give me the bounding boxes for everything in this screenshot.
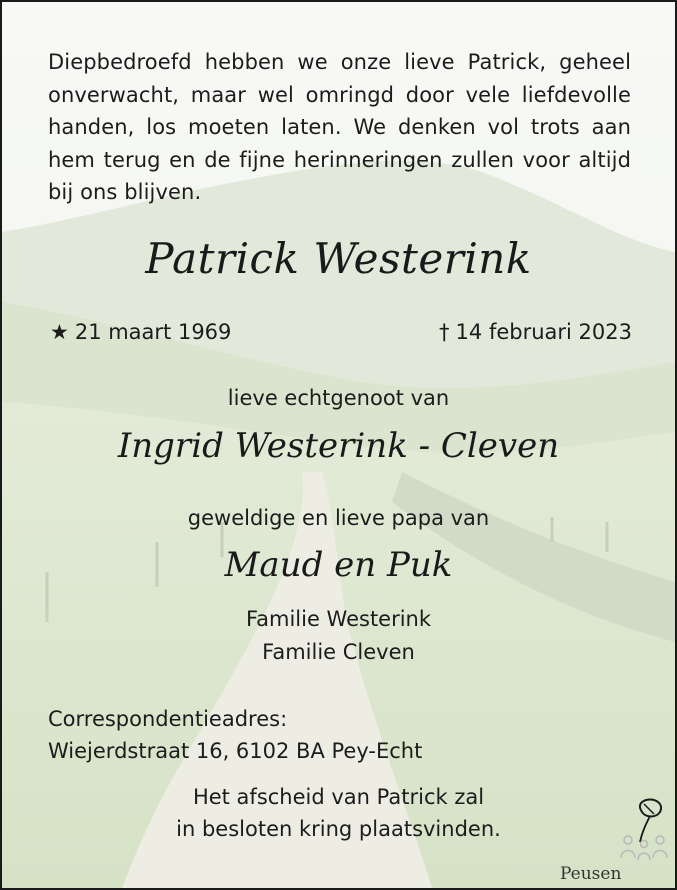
- birth-date: [50, 320, 231, 344]
- dates-row: [50, 320, 632, 350]
- family-westerink: Familie Westerink: [245, 607, 432, 631]
- address-label: Correspondentieadres:: [48, 707, 288, 731]
- farewell-line-2: in besloten kring plaatsvinden.: [176, 817, 501, 841]
- address-line: Wiejerdstraat 16, 6102 BA Pey-Echt: [48, 739, 423, 763]
- cross-icon: †: [439, 320, 450, 344]
- brand-name: Peusen: [560, 864, 622, 884]
- death-date: [439, 320, 632, 344]
- deceased-name: Patrick Westerink: [145, 234, 532, 283]
- flower-family-logo-icon: [616, 796, 672, 866]
- farewell-line-1: Het afscheid van Patrick zal: [192, 785, 485, 809]
- star-icon: ★: [50, 320, 69, 344]
- relation-spouse: lieve echtgenoot van: [227, 386, 450, 410]
- birth-date-text: 21 maart 1969: [74, 320, 232, 344]
- children-names: Maud en Puk: [224, 545, 453, 585]
- relation-children: geweldige en lieve papa van: [187, 506, 490, 530]
- family-cleven: Familie Cleven: [262, 640, 415, 664]
- intro-text: Diepbedroefd hebben we onze lieve Patrick, geheel onverwacht, maar wel omringd door vele liefdevolle handen, los moeten laten. We denken vol trots aan hem terug en de fijne herinneringen zullen voor altijd bij ons blijven.: [48, 50, 631, 204]
- spouse-name: Ingrid Westerink - Cleven: [117, 426, 560, 466]
- death-date-text: 14 februari 2023: [455, 320, 632, 344]
